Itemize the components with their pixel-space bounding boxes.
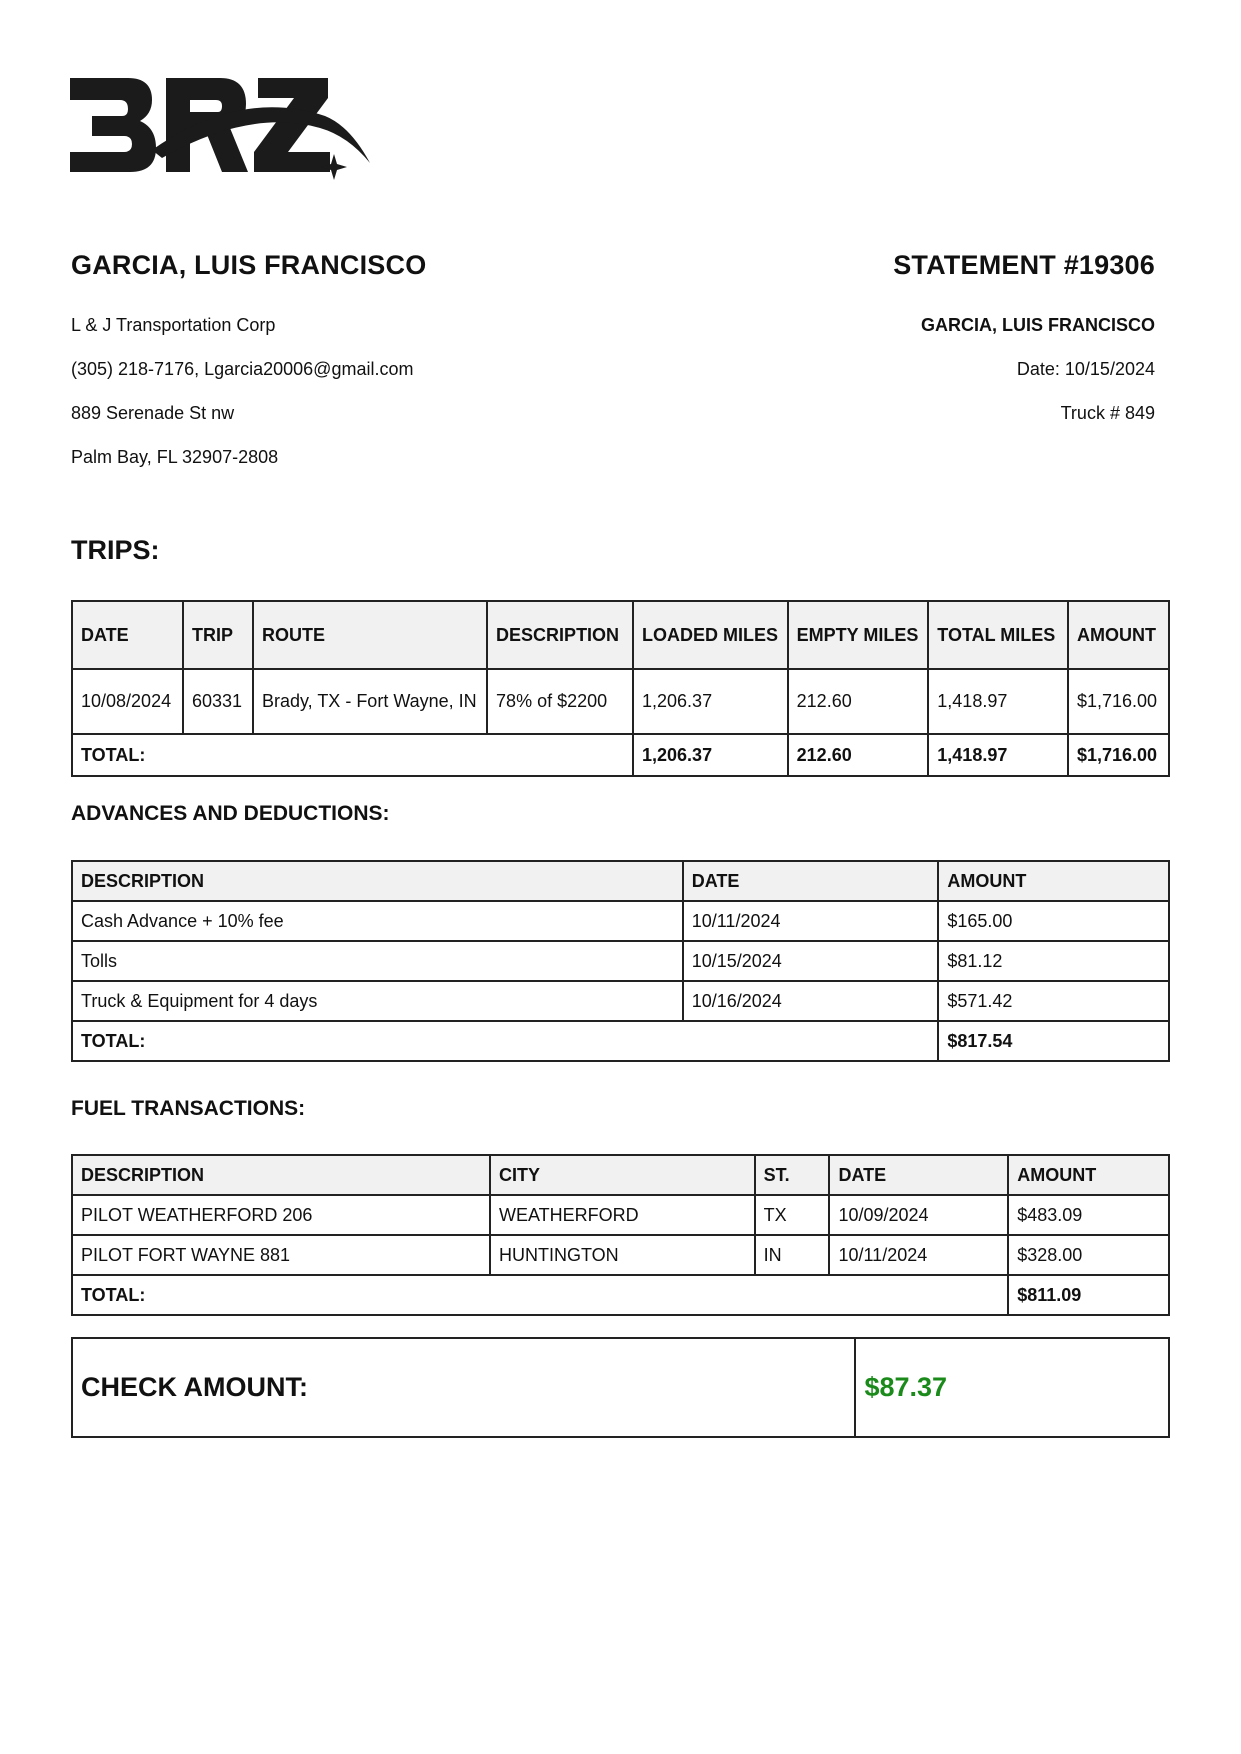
table-row (72, 941, 1169, 981)
trip-loaded-miles: 1,206.37 (633, 669, 788, 734)
advance-description: Truck & Equipment for 4 days (72, 981, 683, 1021)
fuel-date: 10/11/2024 (829, 1235, 1008, 1275)
advance-amount: $571.42 (938, 981, 1169, 1021)
advances-table (71, 860, 1170, 1062)
advance-date: 10/15/2024 (683, 941, 939, 981)
trip-empty-miles: 212.60 (788, 669, 929, 734)
statement-title: STATEMENT #19306 (893, 250, 1155, 280)
column-header: LOADED MILES (633, 601, 788, 669)
advances-title: ADVANCES AND DEDUCTIONS: (71, 802, 390, 825)
fuel-amount: $328.00 (1008, 1235, 1169, 1275)
trip-route: Brady, TX - Fort Wayne, IN (253, 669, 487, 734)
table-row (72, 669, 1169, 734)
total-amount: $1,716.00 (1068, 734, 1169, 776)
fuel-state: TX (755, 1195, 830, 1235)
fuel-amount: $483.09 (1008, 1195, 1169, 1235)
column-header: TOTAL MILES (928, 601, 1068, 669)
column-header: AMOUNT (1008, 1155, 1169, 1195)
check-row (72, 1338, 1169, 1437)
total-amount: $817.54 (938, 1021, 1169, 1061)
fuel-state: IN (755, 1235, 830, 1275)
trip-total-miles: 1,418.97 (928, 669, 1068, 734)
column-header: ROUTE (253, 601, 487, 669)
column-header: DESCRIPTION (487, 601, 633, 669)
advance-description: Tolls (72, 941, 683, 981)
table-row (72, 1235, 1169, 1275)
statement-date: Date: 10/15/2024 (1016, 359, 1155, 379)
column-header: DATE (829, 1155, 1008, 1195)
trip-amount: $1,716.00 (1068, 669, 1169, 734)
table-header-row (72, 601, 1169, 669)
driver-name: GARCIA, LUIS FRANCISCO (71, 250, 427, 280)
fuel-title: FUEL TRANSACTIONS: (71, 1097, 306, 1120)
driver-address-line2: Palm Bay, FL 32907-2808 (71, 447, 279, 467)
statement-name: GARCIA, LUIS FRANCISCO (921, 315, 1155, 335)
advance-amount: $81.12 (938, 941, 1169, 981)
column-header: ST. (755, 1155, 830, 1195)
column-header: DATE (72, 601, 183, 669)
driver-info (71, 250, 427, 467)
total-label: TOTAL: (72, 734, 633, 776)
fuel-description: PILOT WEATHERFORD 206 (72, 1195, 490, 1235)
column-header: AMOUNT (938, 861, 1169, 901)
advance-date: 10/16/2024 (683, 981, 939, 1021)
total-row (72, 1021, 1169, 1061)
total-row (72, 1275, 1169, 1315)
fuel-city: HUNTINGTON (490, 1235, 755, 1275)
column-header: DESCRIPTION (72, 861, 683, 901)
table-row (72, 1195, 1169, 1235)
column-header: CITY (490, 1155, 755, 1195)
trips-table (71, 600, 1170, 777)
column-header: TRIP (183, 601, 253, 669)
trip-date: 10/08/2024 (72, 669, 183, 734)
advance-description: Cash Advance + 10% fee (72, 901, 683, 941)
table-header-row (72, 861, 1169, 901)
driver-contact: (305) 218-7176, Lgarcia20006@gmail.com (71, 359, 414, 379)
column-header: EMPTY MILES (788, 601, 929, 669)
driver-company: L & J Transportation Corp (71, 315, 276, 335)
check-amount-value: $87.37 (855, 1338, 1169, 1437)
fuel-description: PILOT FORT WAYNE 881 (72, 1235, 490, 1275)
advance-date: 10/11/2024 (683, 901, 939, 941)
total-row (72, 734, 1169, 776)
column-header: AMOUNT (1068, 601, 1169, 669)
brz-logo-icon (70, 78, 380, 193)
table-row (72, 901, 1169, 941)
table-header-row (72, 1155, 1169, 1195)
check-amount-label: CHECK AMOUNT: (72, 1338, 855, 1437)
total-label: TOTAL: (72, 1021, 938, 1061)
statement-truck: Truck # 849 (1060, 403, 1155, 423)
total-amount: $811.09 (1008, 1275, 1169, 1315)
total-loaded-miles: 1,206.37 (633, 734, 788, 776)
column-header: DESCRIPTION (72, 1155, 490, 1195)
check-amount-box (71, 1337, 1170, 1438)
fuel-city: WEATHERFORD (490, 1195, 755, 1235)
column-header: DATE (683, 861, 939, 901)
statement-info (893, 250, 1155, 423)
trips-title: TRIPS: (71, 535, 160, 565)
fuel-date: 10/09/2024 (829, 1195, 1008, 1235)
total-miles: 1,418.97 (928, 734, 1068, 776)
trip-number: 60331 (183, 669, 253, 734)
total-label: TOTAL: (72, 1275, 1008, 1315)
total-empty-miles: 212.60 (788, 734, 929, 776)
advance-amount: $165.00 (938, 901, 1169, 941)
driver-address-line1: 889 Serenade St nw (71, 403, 235, 423)
table-row (72, 981, 1169, 1021)
fuel-table (71, 1154, 1170, 1316)
trip-description: 78% of $2200 (487, 669, 633, 734)
